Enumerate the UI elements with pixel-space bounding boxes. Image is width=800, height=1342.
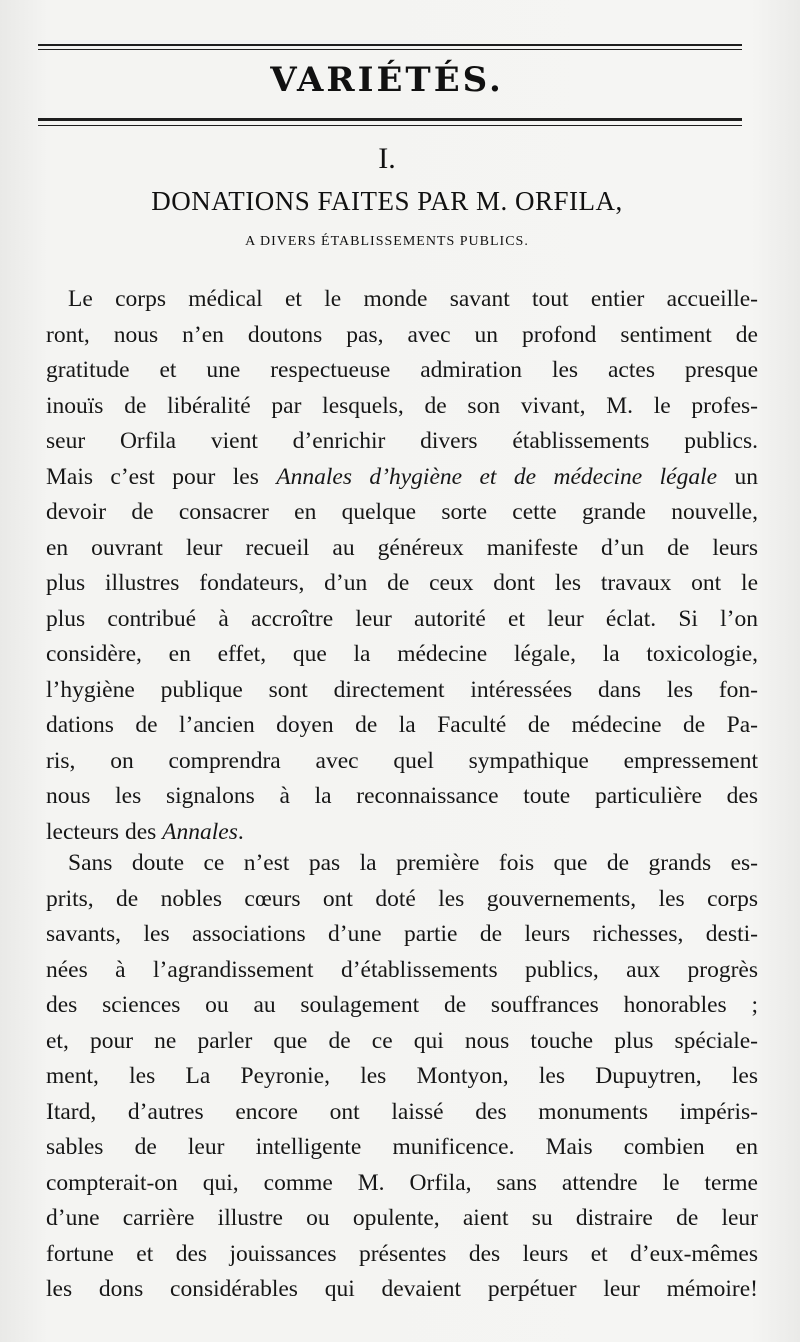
text-line: d’une carrière illustre ou opulente, aient su distraire de leur <box>46 1205 758 1231</box>
text-line: nous les signalons à la reconnaissance toute particulière des <box>46 783 758 809</box>
section-subheading: A DIVERS ÉTABLISSEMENTS PUBLICS. <box>245 234 529 249</box>
top-rule-thin <box>38 49 742 50</box>
title-rule-thin <box>38 125 742 126</box>
page-title: VARIÉTÉS. <box>270 60 504 100</box>
section-heading: DONATIONS FAITES PAR M. ORFILA, <box>151 186 623 216</box>
text-line: Sans doute ce n’est pas la première fois que de grands es- <box>68 850 758 876</box>
text-run: Mais c’est pour les <box>46 463 277 490</box>
journal-title: Annales d’hygiène et de médecine légale <box>276 463 718 490</box>
text-run: . <box>237 818 244 845</box>
text-line: prits, de nobles cœurs ont doté les gouvernements, les corps <box>46 885 758 912</box>
text-line: des sciences ou au soulagement de souffrances honorables ; <box>46 992 758 1018</box>
journal-title: Annales <box>162 818 238 845</box>
text-line: inouïs de libéralité par lesquels, de son vivant, M. le profes- <box>46 392 758 419</box>
text-line: sables de leur intelligente munificence. Mais combien en <box>46 1134 758 1160</box>
text-run: lecteurs des <box>46 818 163 845</box>
text-line: en ouvrant leur recueil au généreux manifeste d’un de leurs <box>46 534 758 561</box>
text-line: plus contribué à accroître leur autorité et leur éclat. Si l’on <box>46 605 758 632</box>
text-line <box>46 815 758 851</box>
text-line: compterait-on qui, comme M. Orfila, sans attendre le terme <box>46 1169 758 1196</box>
title-rule <box>38 118 742 121</box>
text-line: et, pour ne parler que de ce qui nous touche plus spéciale- <box>46 1027 758 1054</box>
text-line: considère, en effet, que la médecine légale, la toxicologie, <box>46 641 758 667</box>
text-line: dations de l’ancien doyen de la Faculté de médecine de Pa- <box>46 712 758 738</box>
text-run: un <box>717 463 759 490</box>
section-numeral: I. <box>378 142 396 175</box>
text-line: Itard, d’autres encore ont laissé des monuments impéris- <box>46 1098 758 1125</box>
text-line: les dons considérables qui devaient perpétuer leur mémoire! <box>46 1276 758 1302</box>
text-line: savants, les associations d’une partie de leurs richesses, desti- <box>46 921 758 947</box>
text-line: gratitude et une respectueuse admiration les actes presque <box>46 357 758 383</box>
paragraph-1 <box>46 282 758 850</box>
text-line: fortune et des jouissances présentes des leurs et d’eux-mêmes <box>46 1240 758 1267</box>
text-line: seur Orfila vient d’enrichir divers établissements publics. <box>46 428 758 454</box>
text-line: nées à l’agrandissement d’établissements publics, aux progrès <box>46 956 758 983</box>
text-line: ment, les La Peyronie, les Montyon, les Dupuytren, les <box>46 1063 758 1089</box>
text-line: ris, on comprendra avec quel sympathique empressement <box>46 747 758 774</box>
top-rule <box>38 44 742 46</box>
text-line: devoir de consacrer en quelque sorte cette grande nouvelle, <box>46 499 758 525</box>
text-line: l’hygiène publique sont directement intéressées dans les fon- <box>46 676 758 703</box>
text-line: ront, nous n’en doutons pas, avec un profond sentiment de <box>46 321 758 348</box>
paragraph-2 <box>46 846 758 1308</box>
text-line: Le corps médical et le monde savant tout entier accueille- <box>68 286 758 312</box>
text-line <box>46 460 758 496</box>
text-line: plus illustres fondateurs, d’un de ceux dont les travaux ont le <box>46 570 758 596</box>
